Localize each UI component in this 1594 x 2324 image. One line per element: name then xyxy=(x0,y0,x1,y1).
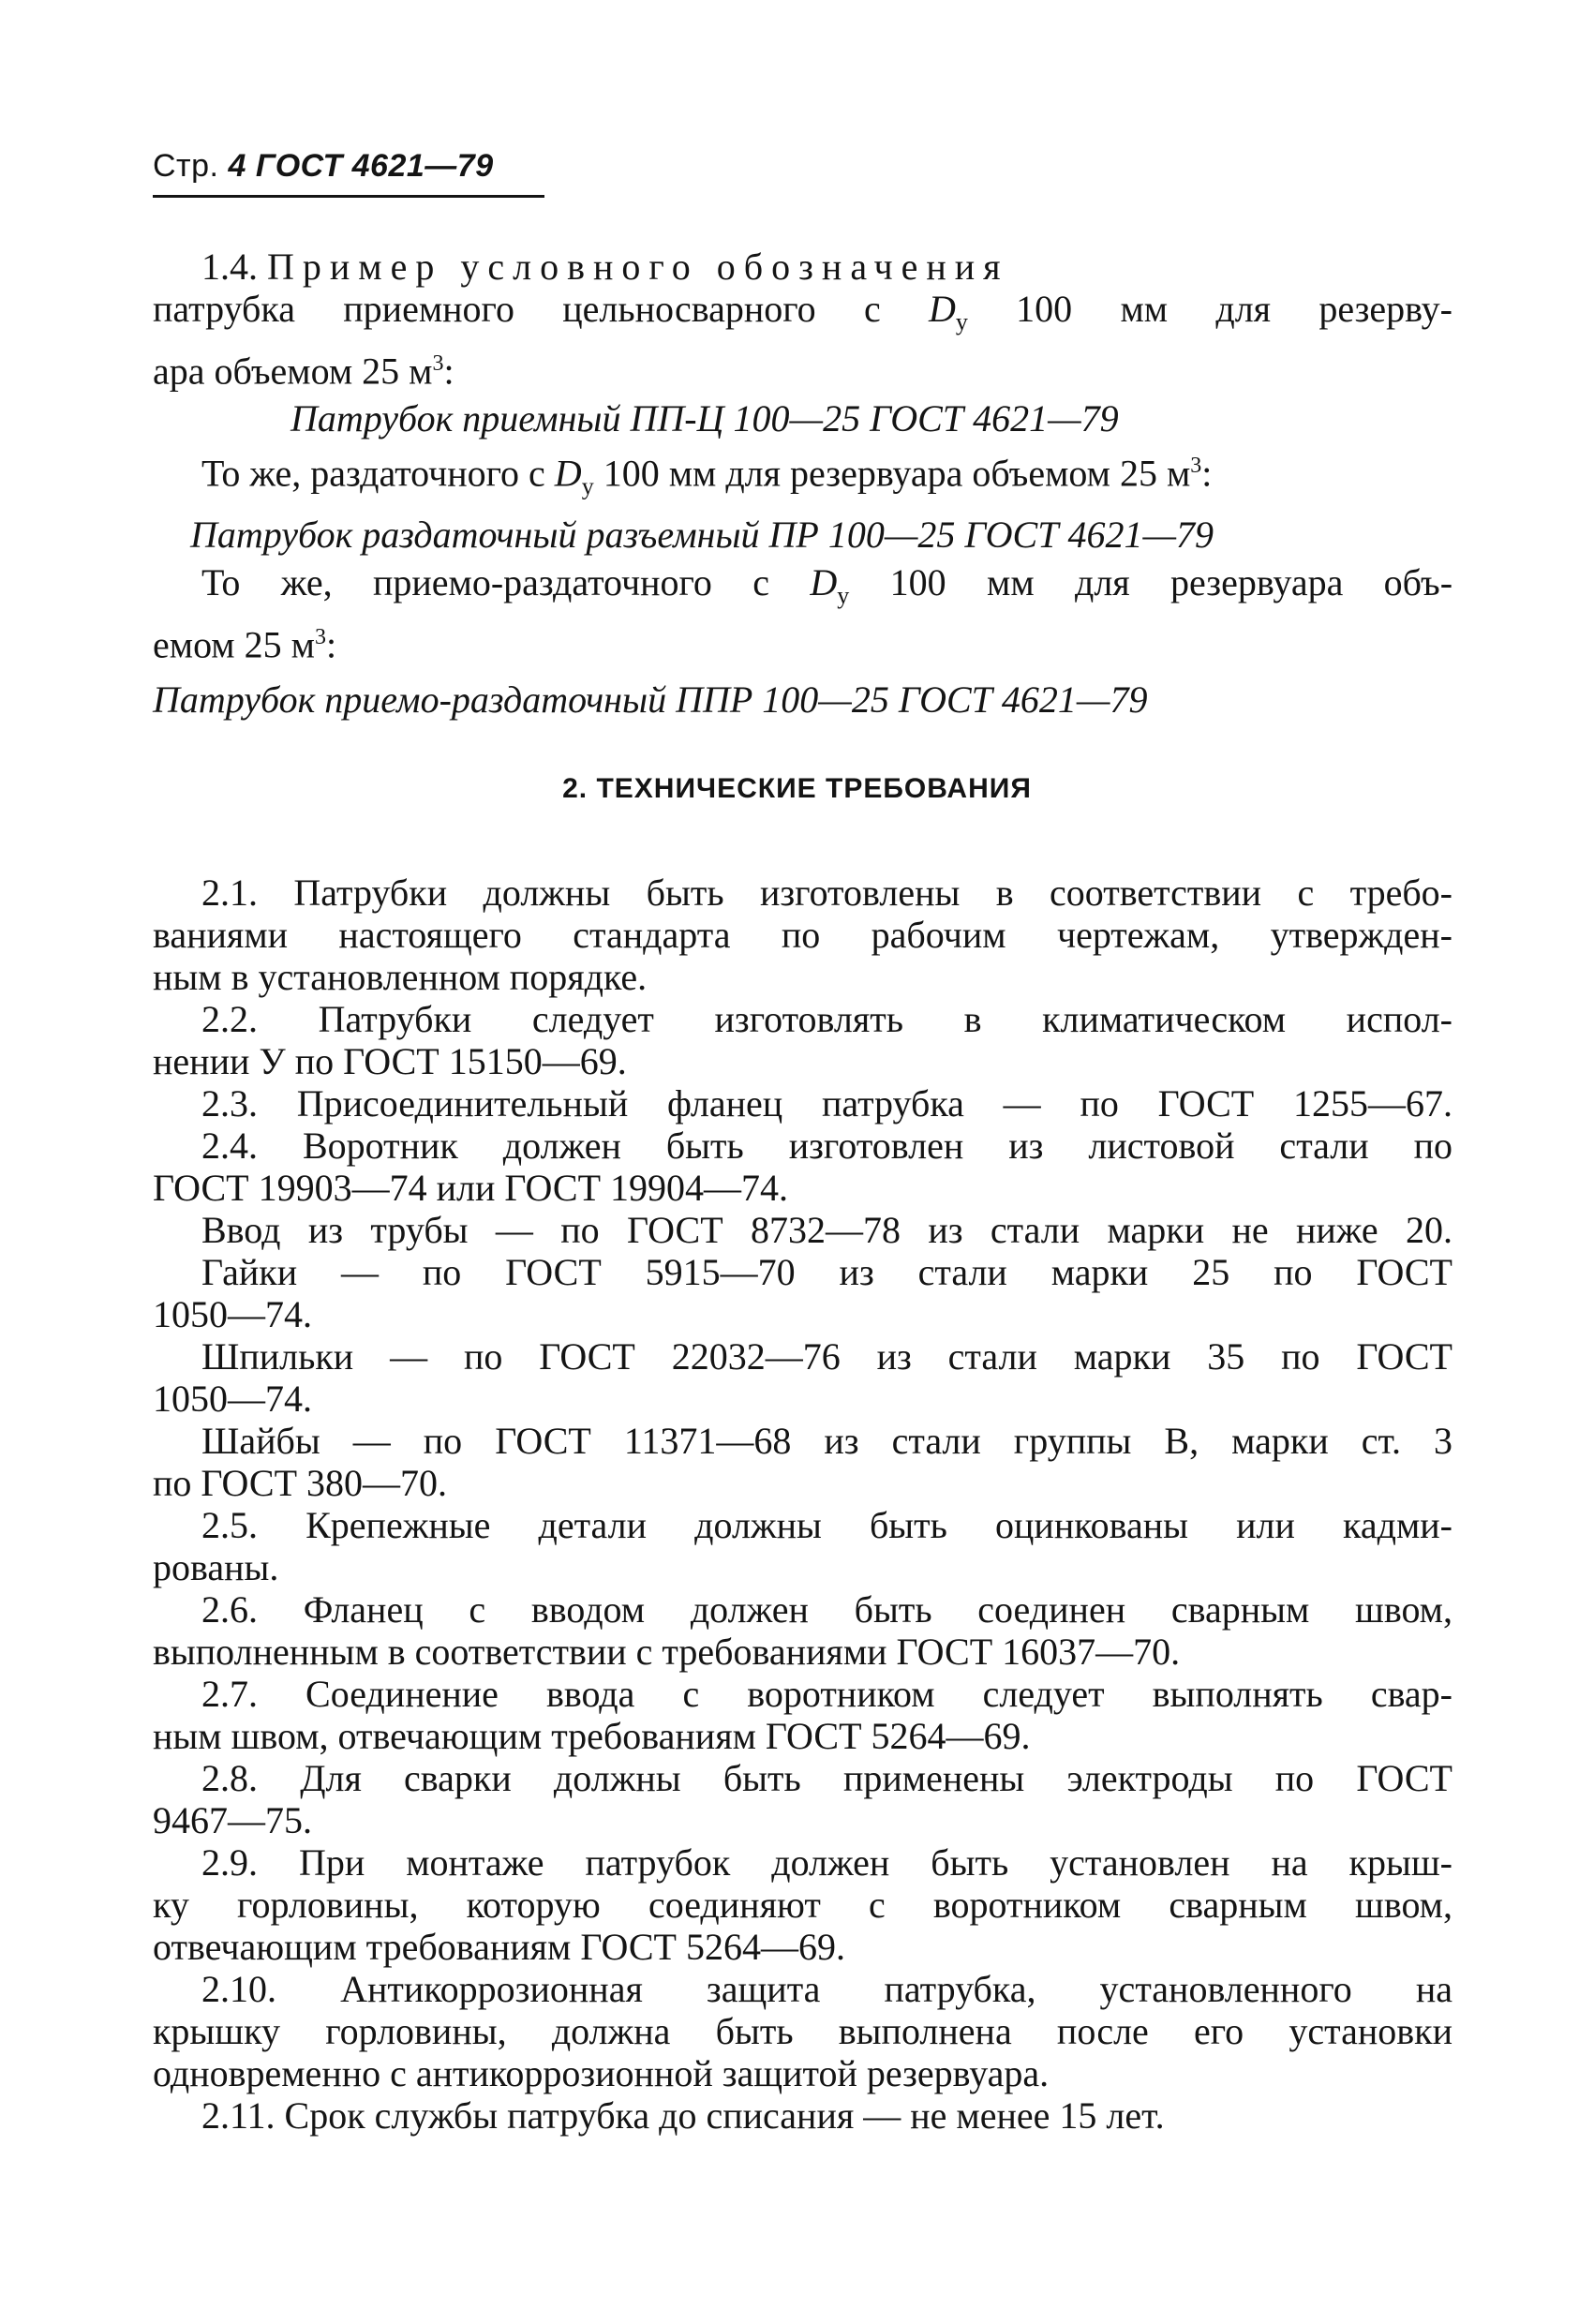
req-line: 2.7. Соединение ввода с воротником следует выполнять свар- xyxy=(201,1673,1452,1715)
req-line: 2.4. Воротник должен быть изготовлен из листовой стали по xyxy=(201,1125,1452,1167)
req-line: Гайки — по ГОСТ 5915—70 из стали марки 25 по ГОСТ xyxy=(201,1251,1452,1293)
req-line: ку горловины, которую соединяют с воротником сварным швом, xyxy=(153,1884,1452,1926)
example-heading-number: 1.4. xyxy=(201,246,258,288)
header-rule xyxy=(153,195,544,198)
req-line: ным швом, отвечающим требованиям ГОСТ 5264—69. xyxy=(153,1715,1031,1757)
req-line: 9467—75. xyxy=(153,1799,312,1841)
intake-description-line2: ара объемом 25 $м^3$: xyxy=(153,350,454,393)
req-line: 2.8. Для сварки должны быть применены электроды по ГОСТ xyxy=(201,1757,1452,1799)
req-line: по ГОСТ 380—70. xyxy=(153,1462,448,1504)
req-line: 2.10. Антикоррозионная защита патрубка, установленного на xyxy=(201,1968,1452,2010)
req-line: нении У по ГОСТ 15150—69. xyxy=(153,1040,627,1082)
dispense-description: То же, раздаточного с $D_у$ 100 мм для резервуара объемом 25 $м^3$: xyxy=(201,452,1213,500)
intake-description-line1: патрубка приемного цельносварного с $D_у$ 100 мм для резерву- xyxy=(153,288,1452,335)
example-heading xyxy=(153,246,1452,288)
req-line: 2.5. Крепежные детали должны быть оцинкованы или кадми- xyxy=(201,1504,1452,1546)
req-line: 2.1. Патрубки должны быть изготовлены в соответствии с требо- xyxy=(201,872,1452,914)
req-line: выполненным в соответствии с требованиями ГОСТ 16037—70. xyxy=(153,1631,1181,1673)
req-line: ГОСТ 19903—74 или ГОСТ 19904—74. xyxy=(153,1167,789,1209)
combined-description-line1: То же, приемо-раздаточного с $D_у$ 100 мм для резервуара объ- xyxy=(201,560,1453,609)
req-line: ваниями настоящего стандарта по рабочим чертежам, утвержден- xyxy=(153,914,1452,956)
designation-intake: Патрубок приемный ПП-Ц 100—25 ГОСТ 4621—79 xyxy=(290,397,1119,440)
req-line: 2.3. Присоединительный фланец патрубка — по ГОСТ 1255—67. xyxy=(201,1082,1452,1125)
nominal-diameter-symbol: D xyxy=(929,288,956,330)
running-head xyxy=(153,148,494,185)
standard-designation: ГОСТ 4621—79 xyxy=(255,148,494,184)
req-line: Шпильки — по ГОСТ 22032—76 из стали марки 35 по ГОСТ xyxy=(201,1335,1452,1378)
req-line: Ввод из трубы — по ГОСТ 8732—78 из стали марки не ниже 20. xyxy=(201,1209,1452,1251)
req-line: 2.6. Фланец с вводом должен быть соединен сварным швом, xyxy=(201,1588,1452,1631)
page-number: 4 xyxy=(228,148,246,184)
req-line: 2.2. Патрубки следует изготовлять в климатическом испол- xyxy=(201,998,1452,1040)
section-title: 2. ТЕХНИЧЕСКИЕ ТРЕБОВАНИЯ xyxy=(562,773,1032,804)
req-line: рованы. xyxy=(153,1546,279,1588)
designation-combined: Патрубок приемо-раздаточный ППР 100—25 ГОСТ 4621—79 xyxy=(153,678,1148,721)
req-line: 1050—74. xyxy=(153,1378,312,1420)
example-block xyxy=(153,246,1452,721)
combined-description-line2: емом 25 $м^3$: xyxy=(153,622,337,665)
requirements-block xyxy=(153,872,1452,2137)
req-line: 2.11. Срок службы патрубка до списания — не менее 15 лет. xyxy=(201,2094,1165,2137)
req-line: 2.9. При монтаже патрубок должен быть установлен на крыш- xyxy=(201,1841,1452,1884)
example-heading-text: Пример условного обозначения xyxy=(267,246,1009,288)
req-line: Шайбы — по ГОСТ 11371—68 из стали группы В, марки ст. 3 xyxy=(201,1420,1452,1462)
req-line: 1050—74. xyxy=(153,1293,312,1335)
req-line: ным в установленном порядке. xyxy=(153,956,648,998)
page-label: Стр. xyxy=(153,148,219,184)
req-line: крышку горловины, должна быть выполнена после его установки xyxy=(153,2010,1452,2052)
req-line: отвечающим требованиям ГОСТ 5264—69. xyxy=(153,1926,845,1968)
designation-dispense: Патрубок раздаточный разъемный ПР 100—25 ГОСТ 4621—79 xyxy=(190,513,1214,556)
req-line: одновременно с антикоррозионной защитой резервуара. xyxy=(153,2052,1050,2094)
